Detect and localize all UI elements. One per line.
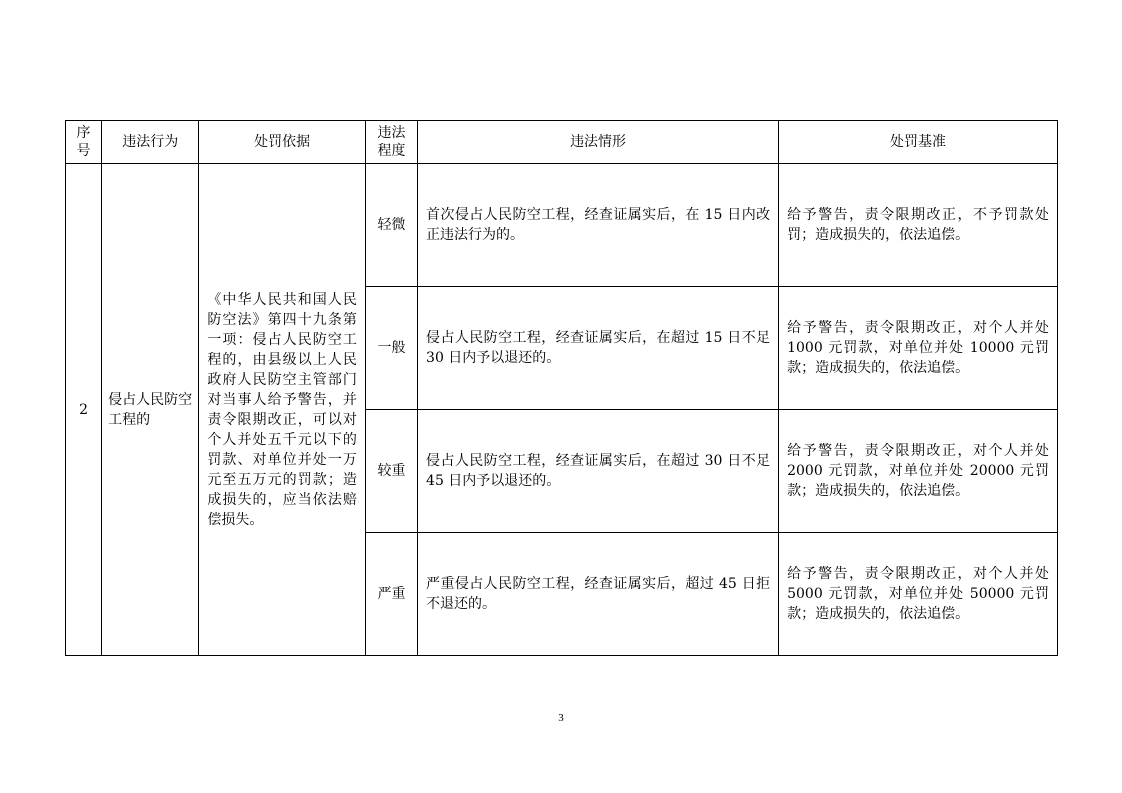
penalty-standard-table [65, 120, 1058, 656]
header-severity: 违法 程度 [365, 121, 417, 164]
severity-cell: 轻微 [365, 164, 417, 287]
severity-cell: 一般 [365, 287, 417, 410]
item-violation: 侵占人民防空工程的 [102, 164, 199, 656]
table-row [66, 164, 1058, 287]
penalty-standard-cell: 给予警告，责令限期改正，对个人并处 5000 元罚款，对单位并处 50000 元罚款；造成损失的，依法追偿。 [779, 533, 1058, 656]
penalty-standard-cell: 给予警告，责令限期改正，对个人并处 2000 元罚款，对单位并处 20000 元罚款；造成损失的，依法追偿。 [779, 410, 1058, 533]
header-violation: 违法行为 [102, 121, 199, 164]
header-circumstance: 违法情形 [418, 121, 779, 164]
header-seq: 序 号 [66, 121, 102, 164]
header-legal-basis: 处罚依据 [199, 121, 366, 164]
circumstance-cell: 侵占人民防空工程，经查证属实后，在超过 15 日不足 30 日内予以退还的。 [418, 287, 779, 410]
item-legal-basis: 《中华人民共和国人民防空法》第四十九条第一项：侵占人民防空工程的，由县级以上人民政府人民防空主管部门对当事人给予警告，并责令限期改正，可以对个人并处五千元以下的罚款、对单位并处一万元至五万元的罚款；造成损失的，应当依法赔偿损失。 [199, 164, 366, 656]
severity-cell: 严重 [365, 533, 417, 656]
header-penalty-standard: 处罚基准 [779, 121, 1058, 164]
circumstance-cell: 侵占人民防空工程，经查证属实后，在超过 30 日不足 45 日内予以退还的。 [418, 410, 779, 533]
penalty-standard-cell: 给予警告，责令限期改正，不予罚款处罚；造成损失的，依法追偿。 [779, 164, 1058, 287]
page-number: 3 [558, 712, 564, 724]
penalty-standard-cell: 给予警告，责令限期改正，对个人并处 1000 元罚款，对单位并处 10000 元罚款；造成损失的，依法追偿。 [779, 287, 1058, 410]
table-header-row [66, 121, 1058, 164]
circumstance-cell: 严重侵占人民防空工程，经查证属实后，超过 45 日拒不退还的。 [418, 533, 779, 656]
severity-cell: 较重 [365, 410, 417, 533]
circumstance-cell: 首次侵占人民防空工程，经查证属实后，在 15 日内改正违法行为的。 [418, 164, 779, 287]
item-seq: 2 [66, 164, 102, 656]
